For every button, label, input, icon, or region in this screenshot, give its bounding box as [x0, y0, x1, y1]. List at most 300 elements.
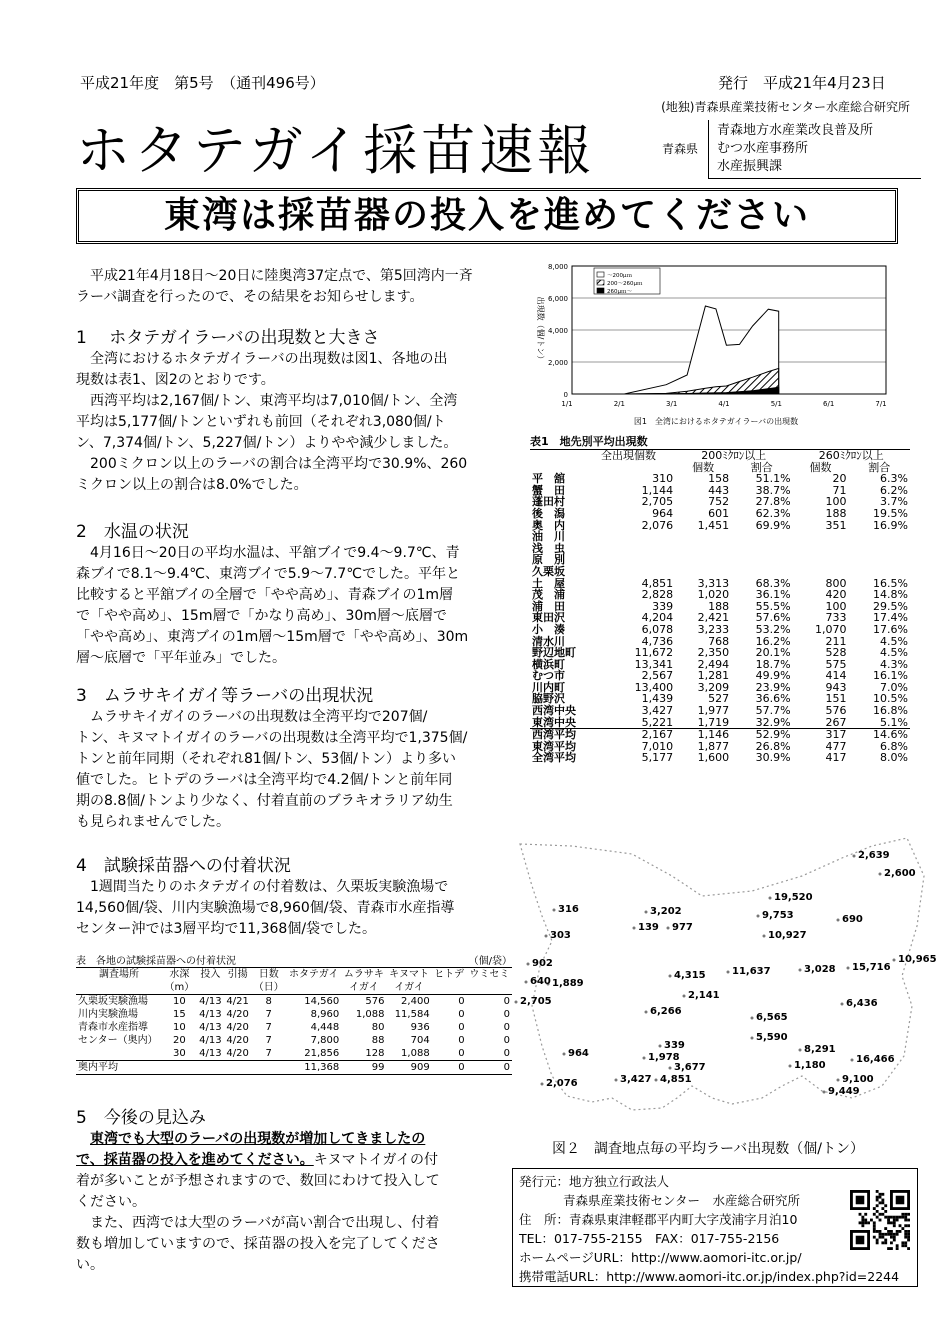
table-cell: 151 [825, 692, 847, 706]
table-cell [731, 554, 792, 566]
table-cell [731, 543, 792, 555]
text-line: 着が多いことが予想されますので、数回にわけて投入して [76, 1173, 440, 1189]
table-cell [849, 531, 910, 543]
table-title: 表1 地先別平均出現数 [530, 433, 910, 450]
text-line: い。 [76, 1257, 104, 1273]
col-subheader: イガイ [387, 981, 432, 995]
station-value: 977 [672, 922, 693, 933]
table-cell: 0 [458, 1048, 465, 1059]
station-value: 6,436 [846, 998, 878, 1009]
table-cell: 1,439 [641, 692, 674, 706]
y-tick-label: 0 [563, 391, 568, 399]
station-value: 2,705 [520, 996, 552, 1007]
table-cell: 57.7% [755, 704, 791, 718]
col-header: ホタテガイ [288, 969, 339, 980]
table-cell: 浅 虫 [532, 541, 565, 555]
table-cell: 17.6% [873, 622, 908, 636]
table-cell: 1,088 [355, 1009, 385, 1020]
table-cell: 蟹 田 [532, 483, 565, 497]
table-cell: 4/13 [199, 1009, 222, 1020]
table-cell: 2,567 [641, 669, 674, 683]
table-cell: 733 [825, 611, 847, 625]
table-cell: 16.2% [755, 634, 791, 648]
table-cell: 1,144 [641, 483, 674, 497]
total-cell [162, 1061, 197, 1075]
text-line: も見られませんでした。 [76, 814, 230, 830]
table-cell: 17.4% [873, 611, 908, 625]
table-cell: 7 [265, 1022, 272, 1033]
table-cell: 2,076 [641, 518, 674, 532]
table-row [530, 647, 910, 659]
table-cell: 3,233 [697, 622, 730, 636]
intro-line: ラーバ調査を行ったので、その結果をお知らせします。 [76, 289, 424, 305]
table-row [530, 566, 910, 578]
table-cell: 4/13 [199, 1022, 222, 1033]
col-header: 引揚 [227, 969, 248, 980]
newsletter-title: ホタテガイ採苗速報 [76, 119, 596, 182]
table-row [530, 717, 910, 729]
table-cell: 310 [652, 472, 674, 486]
x-tick-label: 7/1 [875, 400, 887, 408]
station-value: 964 [568, 1048, 589, 1059]
section-2 [76, 522, 514, 669]
table-cell: 575 [825, 657, 847, 671]
table-cell: 3,313 [697, 576, 730, 590]
table-cell: 317 [793, 729, 849, 741]
station-value: 902 [532, 958, 553, 969]
table-cell: 久栗坂 [532, 564, 565, 578]
table-cell [582, 531, 675, 543]
table-cell: 800 [825, 576, 847, 590]
col-header: 個数 [692, 460, 715, 474]
text-line: 「やや高め」、東湾ブイの1m層～15m層で「やや高め」、30m [76, 629, 469, 645]
table-cell: 1,877 [697, 739, 730, 753]
table-cell: 0 [503, 1022, 510, 1033]
table-cell: 267 [825, 715, 847, 729]
table-cell: 奥 内 [532, 518, 565, 532]
table-cell: 32.9% [755, 715, 791, 729]
x-tick-label: 1/1 [561, 400, 573, 408]
table-cell: 5.1% [880, 715, 908, 729]
table-cell: 964 [652, 506, 674, 520]
col-subheader [467, 981, 512, 995]
col-header: 調査場所 [99, 969, 140, 980]
office: 青森地方水産業改良普及所 [717, 123, 874, 138]
table-cell: 1,088 [401, 1048, 430, 1059]
table-cell: 188 [708, 599, 730, 613]
table-cell [731, 531, 792, 543]
table-cell: 1,020 [697, 588, 730, 602]
table-cell: 4/20 [226, 1022, 249, 1033]
text-line: ミクロン以上の割合は8.0%でした。 [76, 477, 308, 493]
col-subheader [286, 981, 341, 995]
table-cell: 752 [708, 495, 730, 509]
col-subheader [76, 981, 162, 995]
table-cell: 4.5% [880, 634, 908, 648]
table-cell: 14,560 [304, 996, 340, 1007]
table-cell: 704 [410, 1035, 430, 1046]
col-header: 割合 [750, 460, 773, 474]
table-cell: 62.3% [755, 506, 791, 520]
table-cell: 10 [173, 1022, 186, 1033]
table-cell: 20.1% [755, 646, 791, 660]
table-row [76, 1021, 512, 1034]
table-cell: 4/13 [199, 1035, 222, 1046]
table-cell: 69.9% [755, 518, 791, 532]
total-cell: 0 [467, 1061, 512, 1075]
table-cell: 4/20 [226, 1048, 249, 1059]
table-cell: 0 [458, 1022, 465, 1033]
table-cell [675, 554, 731, 566]
table-cell: 0 [503, 1035, 510, 1046]
col-header: 水深 [169, 969, 190, 980]
text-line: キヌマトイガイの付 [313, 1152, 439, 1168]
text-line: 数も増加していますので、採苗器の投入を完了してくださ [76, 1236, 440, 1252]
table-cell: 清水川 [532, 634, 565, 648]
table-cell: 15 [173, 1009, 186, 1020]
table-cell: 1,146 [675, 729, 731, 741]
table-cell: 936 [410, 1022, 430, 1033]
table-cell: 52.9% [731, 729, 792, 741]
table-cell: 1,977 [697, 704, 730, 718]
station-value: 3,427 [620, 1074, 652, 1085]
table-cell: 527 [708, 692, 730, 706]
station-value: 11,637 [732, 966, 771, 977]
station-value: 1,889 [552, 978, 584, 989]
table-row [530, 543, 910, 555]
text-line: で「やや高め」、15m層で「かなり高め」、30m層～底層で [76, 608, 447, 624]
chart-title: 図1 全湾におけるホタテガイラーバの出現数 [633, 417, 799, 426]
table-cell: 4/20 [226, 1009, 249, 1020]
table-cell: 0 [503, 1009, 510, 1020]
text-line: ン、7,374個/トン、5,227個/トン）よりやや減少しました。 [76, 435, 458, 451]
x-tick-label: 2/1 [613, 400, 625, 408]
table-cell: 68.3% [755, 576, 791, 590]
table-cell: 211 [825, 634, 847, 648]
legend-label: 200～260μｍ [607, 281, 643, 287]
table-cell: 野辺地町 [532, 646, 576, 660]
section-3 [76, 686, 514, 833]
table-cell: 8 [265, 996, 272, 1007]
legend-label: 260μｍ～ [607, 289, 632, 295]
table-cell: 420 [825, 588, 847, 602]
chart-ylabel: 出現数（個/トン） [536, 296, 545, 364]
text-line: 値でした。ヒトデのラーバは全湾平均で4.2個/トンと前年同 [76, 772, 453, 788]
table-cell: 東湾中央 [532, 715, 576, 729]
table-cell: 平 舘 [532, 472, 565, 486]
table-cell: 4/20 [226, 1035, 249, 1046]
table-cell: 4,448 [310, 1022, 340, 1033]
table-cell: 8,960 [310, 1009, 340, 1020]
table-cell: 全湾平均 [532, 751, 576, 765]
table-cell: 0 [503, 996, 510, 1007]
table-cell: 横浜町 [532, 657, 565, 671]
table-cell: 10 [173, 996, 186, 1007]
table-cell: 2,494 [697, 657, 730, 671]
table-cell: 川内町 [532, 680, 565, 694]
table-cell: 4.5% [880, 646, 908, 660]
publisher: 発行元：地方独立行政法人 [519, 1174, 670, 1189]
station-table [530, 433, 910, 764]
table-cell: 6,078 [641, 622, 674, 636]
legend-swatch [597, 272, 604, 277]
text-line: 4月16日～20日の平均水温は、平舘ブイで9.4～9.7℃、青 [90, 545, 460, 561]
table-cell: 4/13 [199, 1048, 222, 1059]
map-labels [512, 836, 937, 1136]
table-row [530, 589, 910, 601]
table-cell: 351 [825, 518, 847, 532]
table-row [530, 624, 910, 636]
table-cell: 1,600 [697, 751, 730, 765]
table-cell: 4/21 [226, 996, 249, 1007]
station-value: 3,202 [650, 906, 682, 917]
section-title: 4 試験採苗器への付着状況 [76, 856, 291, 876]
homepage-url[interactable]: ホームページURL：http://www.aomori-itc.or.jp/ [519, 1250, 802, 1265]
table-row [530, 705, 910, 717]
col-header: 投入 [200, 969, 221, 980]
table-cell: 4/13 [199, 996, 222, 1007]
section-title: 3 ムラサキイガイ等ラーバの出現状況 [76, 686, 374, 706]
table-cell: 100 [825, 495, 847, 509]
section-1 [76, 328, 514, 496]
col-subheader [432, 981, 467, 995]
table-cell: 6.8% [880, 739, 908, 753]
table-cell [675, 566, 731, 578]
table-cell: 188 [825, 506, 847, 520]
table-cell: 18.7% [755, 657, 791, 671]
station-value: 16,466 [856, 1054, 895, 1065]
table-cell: 7,010 [641, 739, 674, 753]
table-row [76, 1047, 512, 1061]
table-cell: 49.9% [755, 669, 791, 683]
headline-banner: 東湾は採苗器の投入を進めてください [76, 188, 898, 244]
intro [76, 266, 514, 308]
larvae-chart [516, 258, 896, 430]
qr-code-icon [850, 1190, 910, 1250]
table-cell [675, 531, 731, 543]
text-line: 森ブイで8.1～9.4℃、東湾ブイで5.9～7.7℃でした。平年と [76, 566, 460, 582]
col-header: ムラサキ [343, 969, 384, 980]
table-cell: 26.8% [755, 739, 791, 753]
y-tick-label: 2,000 [547, 359, 568, 367]
table-cell [731, 566, 792, 578]
text-line: センター沖では3層平均で11,368個/袋でした。 [76, 921, 377, 937]
table-row [76, 1008, 512, 1021]
station-value: 2,141 [688, 990, 720, 1001]
station-value: 15,716 [852, 962, 891, 973]
table-cell: 蓬田村 [532, 495, 565, 509]
total-cell: 11,368 [286, 1061, 341, 1075]
station-value: 8,291 [804, 1044, 836, 1055]
station-value: 10,965 [898, 954, 937, 965]
total-cell [224, 1061, 251, 1075]
mobile-url[interactable]: 携帯電話URL：http://www.aomori-itc.or.jp/index.php?id=2244 [519, 1269, 900, 1284]
station-value: 10,927 [768, 930, 807, 941]
table-cell: 青森市水産指導 [78, 1022, 148, 1033]
text-line: トン、キヌマトイガイのラーバの出現数は全湾平均で1,375個/ [76, 730, 468, 746]
text-line: 平均は5,177個/トンといずれも前回（それぞれ3,080個/ト [76, 414, 446, 430]
table-cell: 2,828 [641, 588, 674, 602]
text-line: ください。 [76, 1194, 146, 1210]
table-cell: 脇野沢 [532, 692, 565, 706]
table-cell: 後 潟 [532, 506, 565, 520]
x-tick-label: 4/1 [718, 400, 730, 408]
table-cell: 16.8% [873, 704, 908, 718]
table-cell: 11,672 [634, 646, 674, 660]
table-cell [793, 531, 849, 543]
station-value: 1,978 [648, 1052, 680, 1063]
table-cell [76, 1047, 162, 1061]
table-cell [582, 554, 675, 566]
col-header: 割合 [868, 460, 891, 474]
table-cell: 13,341 [634, 657, 674, 671]
col-header [530, 450, 582, 462]
table-cell: むつ市 [532, 669, 565, 683]
table-cell: 100 [825, 599, 847, 613]
legend-swatch [597, 288, 604, 293]
text-line: 200ミクロン以上のラーバの割合は全湾平均で30.9%、260 [90, 456, 468, 472]
table-cell: 3,427 [641, 704, 674, 718]
table-cell: 0 [458, 996, 465, 1007]
table-cell: 1,451 [697, 518, 730, 532]
col-subheader: （日） [251, 981, 286, 995]
table-cell: 2,350 [697, 646, 730, 660]
table-row [530, 752, 910, 764]
col-header: ヒトデ [434, 969, 465, 980]
station-value: 339 [664, 1040, 685, 1051]
col-header: 200ﾐｸﾛﾝ以上 [701, 449, 767, 462]
text-line: 14,560個/袋、川内実験漁場で8,960個/袋、青森市水産指導 [76, 900, 455, 916]
station-value: 690 [842, 914, 863, 925]
chart-legend [594, 268, 660, 295]
table-cell: 601 [708, 506, 730, 520]
table-cell: 5,221 [641, 715, 674, 729]
table-cell: 128 [365, 1048, 385, 1059]
legend-swatch [597, 280, 604, 285]
station-value: 640 [530, 976, 551, 987]
total-cell [251, 1061, 286, 1075]
table-cell [582, 543, 675, 555]
table-cell [582, 566, 675, 578]
table-row [530, 508, 910, 520]
x-tick-label: 3/1 [666, 400, 678, 408]
table-cell: 6.3% [880, 472, 908, 486]
table-row [530, 531, 910, 543]
institute: (地独)青森県産業技術センター水産総合研究所 [661, 100, 910, 114]
intro-line: 平成21年4月18日～20日に陸奥湾37定点で、第5回湾内一斉 [90, 268, 473, 284]
section-5 [76, 1108, 506, 1276]
text-line: ムラサキイガイのラーバの出現数は全湾平均で207個/ [90, 709, 428, 725]
table-row [76, 995, 512, 1009]
address: 住 所：青森県東津軽郡平内町大字茂浦字月泊10 [519, 1212, 798, 1227]
table-cell: 7.0% [880, 680, 908, 694]
issue-number: 平成21年度 第5号 （通刊496号） [80, 74, 325, 92]
table-cell: 88 [371, 1035, 385, 1046]
station-value: 139 [638, 922, 659, 933]
office: むつ水産事務所 [717, 141, 809, 156]
table-cell [793, 543, 849, 555]
table-cell: 2,400 [401, 996, 430, 1007]
station-value: 2,639 [858, 850, 890, 861]
table-row [530, 554, 910, 566]
table-cell: 14.8% [873, 588, 908, 602]
y-tick-label: 4,000 [547, 327, 568, 335]
total-cell: 0 [432, 1061, 467, 1075]
table-cell: センター（奥内） [78, 1035, 158, 1046]
station-value: 3,677 [674, 1062, 706, 1073]
text-line: 1週間当たりのホタテガイの付着数は、久栗坂実験漁場で [90, 879, 449, 895]
table-cell: 3.7% [880, 495, 908, 509]
table-cell: 417 [825, 751, 847, 765]
table-row [530, 520, 910, 532]
table-cell: 16.1% [873, 669, 908, 683]
station-value: 6,266 [650, 1006, 682, 1017]
table-cell: 2,421 [697, 611, 730, 625]
col-subheader: イガイ [341, 981, 386, 995]
col-header: ウミセミ [469, 969, 510, 980]
station-value: 4,315 [674, 970, 706, 981]
total-cell: 奥内平均 [76, 1061, 162, 1075]
phone-fax: TEL：017-755-2155 FAX：017-755-2156 [519, 1231, 780, 1246]
table-cell: 23.9% [755, 680, 791, 694]
text-line: 期の8.8個/トンより少なく、付着直前のブラキオラリア幼生 [76, 793, 453, 809]
table-cell: 西湾平均 [530, 729, 582, 741]
station-value: 303 [550, 930, 571, 941]
y-tick-label: 6,000 [547, 295, 568, 303]
x-tick-label: 6/1 [823, 400, 835, 408]
y-tick-label: 8,000 [547, 263, 568, 271]
table-cell: 土 屋 [532, 576, 565, 590]
table-cell: 6.2% [880, 483, 908, 497]
table-cell: 11,584 [394, 1009, 430, 1020]
table-cell: 21,856 [304, 1048, 340, 1059]
table-cell: 7 [265, 1035, 272, 1046]
text-line: 全湾におけるホタテガイラーバの出現数は図1、各地の出 [90, 351, 448, 367]
table-cell [849, 543, 910, 555]
table-cell: 20 [173, 1035, 186, 1046]
table-cell: 576 [365, 996, 385, 1007]
section-4 [76, 856, 514, 940]
prefecture: 青森県 [662, 142, 699, 156]
x-tick-label: 5/1 [770, 400, 782, 408]
attachment-table [76, 952, 512, 1075]
table-cell: 茂 浦 [532, 588, 565, 602]
table-cell: 8.0% [880, 751, 908, 765]
table-cell: 19.5% [873, 506, 908, 520]
table-cell: 4,736 [641, 634, 674, 648]
table-cell: 4.3% [880, 657, 908, 671]
table-cell: 0 [503, 1048, 510, 1059]
table-cell: 西湾中央 [532, 704, 576, 718]
col-subheader [197, 981, 224, 995]
total-cell: 99 [341, 1061, 386, 1075]
table-cell: 16.5% [873, 576, 908, 590]
table-cell: 20 [832, 472, 847, 486]
table-cell: 30.9% [755, 751, 791, 765]
publisher-name: 青森県産業技術センター 水産総合研究所 [563, 1193, 801, 1208]
text-line: 西湾平均は2,167個/トン、東湾平均は7,010個/トン、全湾 [90, 393, 458, 409]
table-cell: 0 [458, 1009, 465, 1020]
table-row [76, 1034, 512, 1047]
col-header: 日数 [258, 969, 279, 980]
table-cell: 5,177 [641, 751, 674, 765]
table-cell: 4,204 [641, 611, 674, 625]
col-header: 260ﾐｸﾛﾝ以上 [818, 449, 884, 462]
table-cell: 7 [265, 1009, 272, 1020]
table-cell: 443 [708, 483, 730, 497]
table-cell: 55.5% [755, 599, 791, 613]
station-value: 19,520 [774, 892, 813, 903]
